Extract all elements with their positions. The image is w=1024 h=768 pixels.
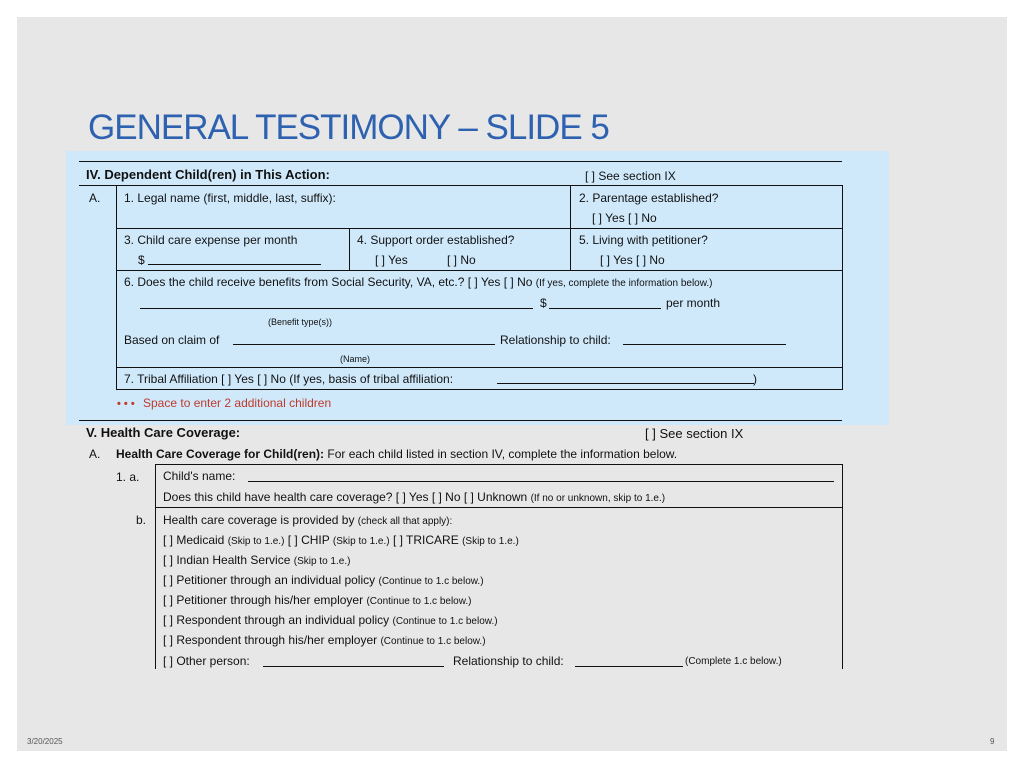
other-person-option[interactable]: [ ] Other person:: [163, 654, 250, 668]
parentage-label: 2. Parentage established?: [579, 191, 719, 205]
section5-top-rule: [79, 420, 842, 421]
item-b-label: b.: [136, 513, 147, 527]
support-order-no[interactable]: [ ] No: [447, 253, 476, 267]
table-left-border: [116, 185, 117, 390]
item-1a-label: 1. a.: [116, 470, 140, 484]
slide-title: GENERAL TESTIMONY – SLIDE 5: [88, 108, 609, 147]
petitioner-employer-note: (Continue to 1.c below.): [366, 596, 472, 607]
legal-name-label: 1. Legal name (first, middle, last, suffix):: [124, 191, 336, 205]
benefits-question: [124, 275, 713, 291]
section4-heading: IV. Dependent Child(ren) in This Action:: [86, 167, 330, 182]
petitioner-individual-option[interactable]: [ ] Petitioner through an individual policy: [163, 573, 376, 587]
living-label: 5. Living with petitioner?: [579, 233, 708, 247]
space-note: Space to enter 2 additional children: [143, 396, 332, 410]
table-right-border: [842, 185, 843, 390]
benefit-amount-line[interactable]: [549, 297, 661, 309]
respondent-individual-option[interactable]: [ ] Respondent through an individual policy: [163, 613, 390, 627]
petitioner-employer-option[interactable]: [ ] Petitioner through his/her employer: [163, 593, 364, 607]
per-month-label: per month: [666, 296, 721, 310]
row12-divider: [570, 185, 571, 270]
row4-bottom-rule: [116, 389, 842, 390]
child-care-amount-line[interactable]: [148, 253, 321, 265]
section5-see-section[interactable]: [ ] See section IX: [645, 426, 744, 441]
coverage-option-row: [163, 573, 484, 589]
claim-of-label: Based on claim of: [124, 333, 220, 347]
living-options[interactable]: [ ] Yes [ ] No: [600, 253, 665, 267]
indian-health-option[interactable]: [ ] Indian Health Service: [163, 553, 291, 567]
support-order-label: 4. Support order established?: [357, 233, 515, 247]
section4-heading-rule: [79, 185, 842, 186]
respondent-employer-option[interactable]: [ ] Respondent through his/her employer: [163, 633, 378, 647]
row1-bottom-rule: [116, 228, 842, 229]
section5-instruction: For each child listed in section IV, complete the information below.: [327, 447, 678, 461]
child-care-label: 3. Child care expense per month: [124, 233, 298, 247]
benefit-dollar: $: [540, 296, 547, 310]
tricare-note: (Skip to 1.e.): [462, 536, 519, 547]
indian-health-note: (Skip to 1.e.): [293, 556, 351, 567]
provided-by-label: Health care coverage is provided by: [163, 513, 355, 527]
tribal-affiliation-label[interactable]: 7. Tribal Affiliation [ ] Yes [ ] No (If yes, basis of tribal affiliation:: [124, 372, 454, 386]
relationship-line[interactable]: [623, 333, 786, 345]
coverage-option-row: [163, 533, 519, 549]
row3-bottom-rule: [116, 367, 842, 368]
benefit-type-caption: (Benefit type(s)): [268, 317, 333, 327]
tribal-close-paren: ): [753, 372, 757, 386]
petitioner-individual-note: (Continue to 1.c below.): [378, 576, 484, 587]
other-relationship-label: Relationship to child:: [453, 654, 564, 668]
coverage-question-line: [163, 490, 665, 506]
section4-see-section[interactable]: [ ] See section IX: [585, 169, 676, 183]
medicaid-note: (Skip to 1.e.): [227, 536, 285, 547]
benefits-note: (If yes, complete the information below.): [535, 278, 713, 289]
box-mid-rule: [155, 507, 842, 508]
support-order-yes[interactable]: [ ] Yes: [375, 253, 408, 267]
section4-letter-a: A.: [89, 191, 101, 205]
name-caption: (Name): [340, 354, 371, 364]
section5-subheading: Health Care Coverage for Child(ren):: [116, 447, 325, 461]
chip-note: (Skip to 1.e.): [332, 536, 390, 547]
box-right-border: [842, 464, 843, 669]
respondent-employer-note: (Continue to 1.c below.): [380, 636, 486, 647]
page-number: 9: [990, 737, 995, 746]
coverage-option-row: [163, 613, 498, 629]
footer-date: 3/20/2025: [27, 737, 63, 746]
childs-name-label: Child's name:: [163, 469, 236, 483]
medicaid-option[interactable]: [ ] Medicaid: [163, 533, 225, 547]
row2-bottom-rule: [116, 270, 842, 271]
section5-heading: V. Health Care Coverage:: [86, 425, 241, 440]
coverage-note: (If no or unknown, skip to 1.e.): [530, 493, 666, 504]
box-top-rule: [155, 464, 842, 465]
tricare-option[interactable]: [ ] TRICARE: [392, 533, 459, 547]
benefits-question-text[interactable]: 6. Does the child receive benefits from Social Security, VA, etc.? [ ] Yes [ ] No: [124, 275, 533, 289]
space-dots: • • •: [117, 398, 135, 410]
childs-name-line[interactable]: [248, 470, 834, 482]
other-person-line[interactable]: [263, 655, 444, 667]
section4-top-rule: [79, 161, 842, 162]
box-left-border: [155, 464, 156, 669]
coverage-option-row: [163, 553, 350, 569]
coverage-option-row: [163, 593, 472, 609]
section5-letter-a: A.: [89, 447, 101, 461]
coverage-question[interactable]: Does this child have health care coverage? [ ] Yes [ ] No [ ] Unknown: [163, 490, 528, 504]
provided-by-note: (check all that apply):: [357, 516, 453, 527]
tribal-basis-line[interactable]: [497, 372, 754, 384]
relationship-label: Relationship to child:: [500, 333, 611, 347]
other-person-note: (Complete 1.c below.): [685, 656, 782, 667]
benefit-type-line[interactable]: [140, 297, 533, 309]
other-relationship-line[interactable]: [575, 655, 683, 667]
provided-by-line: [163, 513, 452, 529]
respondent-individual-note: (Continue to 1.c below.): [392, 616, 498, 627]
chip-option[interactable]: [ ] CHIP: [287, 533, 330, 547]
coverage-option-row: [163, 633, 486, 649]
row2-divider: [349, 228, 350, 270]
child-care-dollar: $: [138, 253, 145, 267]
claim-name-line[interactable]: [233, 333, 495, 345]
parentage-options[interactable]: [ ] Yes [ ] No: [592, 211, 657, 225]
section5-subheading-line: [116, 447, 677, 461]
